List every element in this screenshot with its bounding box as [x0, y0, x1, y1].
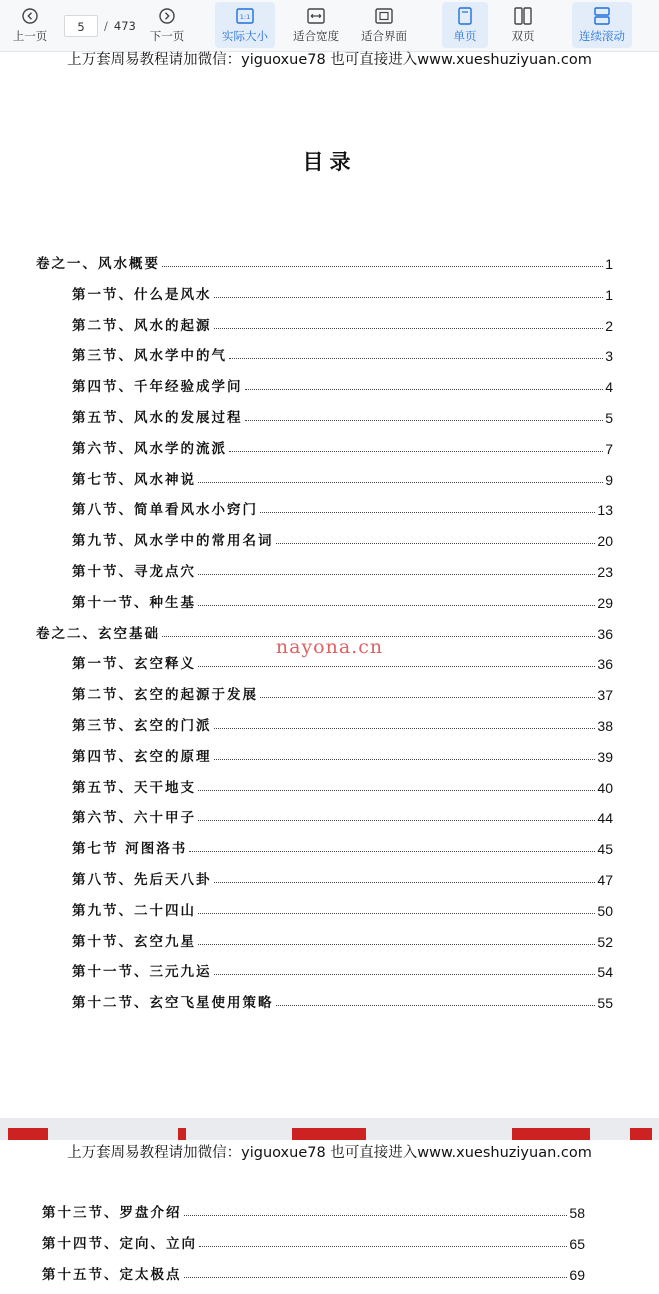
fit-width-button[interactable] — [288, 2, 344, 48]
toc-entry[interactable] — [36, 250, 613, 272]
toc-entry-page: 13 — [597, 502, 613, 519]
double-page-label: 双页 — [511, 29, 535, 43]
page-title: 目录 — [302, 149, 357, 174]
toc-entry-title: 卷之一、风水概要 — [36, 256, 160, 272]
toc-entry-page: 37 — [597, 687, 613, 704]
toc-entry-page: 2 — [605, 317, 613, 334]
single-page-icon — [454, 6, 476, 26]
toc-entry-page: 5 — [605, 410, 613, 426]
toc-entry-title: 第二节、风水的起源 — [72, 317, 212, 334]
toc-entry-title: 第十四节、定向、立向 — [42, 1236, 197, 1252]
toc-entry-title: 第一节、玄空释义 — [72, 656, 196, 673]
toc-entry-page: 1 — [605, 256, 613, 272]
toc-entry-title: 第四节、千年经验成学问 — [72, 379, 243, 396]
toc-entry-title: 第十三节、罗盘介绍 — [42, 1205, 182, 1221]
toc-dot-leader — [198, 605, 595, 606]
toc-entry-title: 第六节、风水学的流派 — [72, 440, 227, 457]
svg-text:1:1: 1:1 — [239, 13, 251, 21]
toc-entry-title: 第十五节、定太极点 — [42, 1267, 182, 1283]
toc-entry[interactable] — [72, 774, 613, 796]
fit-width-icon — [305, 6, 327, 26]
toc-entry-page: 69 — [569, 1267, 585, 1283]
chevron-right-circle-icon — [156, 6, 178, 26]
fit-width-label: 适合宽度 — [293, 29, 339, 43]
page-edge-artifact — [178, 1128, 186, 1140]
toc-dot-leader — [214, 882, 596, 883]
toc-entry-page: 54 — [597, 964, 613, 981]
page-edge-artifact — [8, 1128, 48, 1140]
fit-page-icon — [373, 6, 395, 26]
toc-dot-leader — [184, 1215, 568, 1216]
toc-dot-leader — [214, 297, 604, 298]
toc-dot-leader — [214, 328, 604, 329]
toc-entry[interactable] — [42, 1199, 585, 1221]
toc-entry-title: 第十一节、种生基 — [72, 594, 196, 611]
toc-entry[interactable] — [72, 712, 613, 734]
toc-entry-title: 第十节、玄空九星 — [72, 933, 196, 950]
page-edge-artifact — [630, 1128, 652, 1140]
prev-page-label: 上一页 — [12, 29, 48, 43]
total-pages: 473 — [113, 19, 136, 33]
toc-entry-page: 39 — [597, 748, 613, 765]
toc-entry[interactable] — [72, 835, 613, 857]
next-page-button[interactable] — [144, 2, 190, 48]
toc-entry-title: 第七节、风水神说 — [72, 471, 196, 488]
fit-page-label: 适合界面 — [361, 29, 407, 43]
toc-entry-page: 4 — [605, 379, 613, 396]
toc-entry-page: 7 — [605, 440, 613, 457]
toc-entry-page: 3 — [605, 348, 613, 365]
toc-entry-page: 36 — [597, 656, 613, 673]
single-page-button[interactable] — [442, 2, 488, 48]
toc-entry[interactable] — [72, 373, 613, 395]
toc-dot-leader — [214, 728, 596, 729]
toc-dot-leader — [198, 913, 595, 914]
prev-page-button[interactable] — [8, 2, 52, 48]
fit-page-button[interactable] — [356, 2, 412, 48]
double-page-icon — [512, 6, 534, 26]
toc-entry-page: 50 — [597, 902, 613, 919]
toc-dot-leader — [260, 697, 595, 698]
toc-entry-page: 20 — [597, 533, 613, 550]
toc-entry-title: 卷之二、玄空基础 — [36, 625, 160, 642]
toc-entry-title: 第四节、玄空的原理 — [72, 748, 212, 765]
toc-entry-title: 第三节、玄空的门派 — [72, 718, 212, 734]
toc-dot-leader — [198, 790, 595, 791]
actual-size-label: 实际大小 — [222, 29, 268, 43]
toc-entry[interactable] — [72, 342, 613, 364]
toc-entry[interactable] — [42, 1230, 585, 1252]
page-separator: / — [104, 19, 108, 33]
toc-entry[interactable] — [72, 897, 613, 919]
toc-entry-page: 44 — [597, 810, 613, 827]
toc-entry[interactable] — [72, 435, 613, 457]
toc-entry-title: 第五节、天干地支 — [72, 779, 196, 796]
toc-entry-title: 第九节、风水学中的常用名词 — [72, 533, 274, 550]
toc-entry-page: 55 — [597, 995, 613, 1012]
toc-entry-title: 第八节、简单看风水小窍门 — [72, 502, 258, 519]
toc-dot-leader — [198, 574, 595, 575]
toc-dot-leader — [198, 482, 603, 483]
toc-entry[interactable] — [72, 281, 613, 303]
page-edge-artifact — [512, 1128, 590, 1140]
actual-size-icon — [234, 6, 256, 26]
toc-entry-title: 第九节、二十四山 — [72, 902, 196, 919]
toc-dot-leader — [245, 420, 604, 421]
toc-entry[interactable] — [72, 404, 613, 426]
continuous-scroll-icon — [591, 6, 613, 26]
toc-entry[interactable] — [72, 928, 613, 950]
toc-entry-title: 第十二节、玄空飞星使用策略 — [72, 995, 274, 1012]
toc-entry-page: 47 — [597, 872, 613, 888]
toc-dot-leader — [162, 266, 603, 267]
page-header-ad: 上万套周易教程请加微信：yiguoxue78 也可直接进入www.xueshuziyuan.com — [67, 52, 592, 68]
toc-dot-leader — [229, 451, 603, 452]
toc-entry-page: 40 — [597, 779, 613, 796]
toc-dot-leader — [229, 358, 603, 359]
toc-entry-page: 1 — [605, 286, 613, 303]
toc-dot-leader — [276, 543, 596, 544]
continuous-scroll-label: 连续滚动 — [579, 29, 625, 43]
toc-entry-page: 38 — [597, 718, 613, 734]
page-edge-artifact — [292, 1128, 366, 1140]
current-page-input[interactable]: 5 — [64, 15, 98, 37]
toc-dot-leader — [276, 1005, 596, 1006]
toc-entry-title: 第三节、风水学中的气 — [72, 348, 227, 365]
toc-dot-leader — [214, 974, 596, 975]
toc-entry[interactable] — [72, 558, 613, 580]
toc-entry[interactable] — [72, 466, 613, 488]
toc-entry-page: 9 — [605, 471, 613, 488]
toc-entry-title: 第五节、风水的发展过程 — [72, 410, 243, 426]
toc-dot-leader — [198, 820, 595, 821]
toc-entry[interactable] — [72, 958, 613, 980]
page-header-ad: 上万套周易教程请加微信：yiguoxue78 也可直接进入www.xueshuziyuan.com — [0, 1141, 659, 1162]
toc-entry[interactable] — [42, 1261, 585, 1283]
toc-entry-page: 52 — [597, 933, 613, 950]
toc-entry[interactable] — [72, 496, 613, 518]
toc-entry[interactable] — [72, 989, 613, 1011]
toc-entry[interactable] — [72, 589, 613, 611]
toc-entry-title: 第八节、先后天八卦 — [72, 872, 212, 888]
toc-dot-leader — [245, 389, 604, 390]
toc-entry-page: 29 — [597, 594, 613, 611]
double-page-button[interactable] — [500, 2, 546, 48]
toc-dot-leader — [260, 512, 595, 513]
toc-entry[interactable] — [72, 804, 613, 826]
toc-entry-page: 58 — [569, 1205, 585, 1221]
actual-size-button[interactable] — [215, 2, 275, 48]
chevron-left-circle-icon — [19, 6, 41, 26]
toc-entry[interactable] — [72, 312, 613, 334]
continuous-scroll-button[interactable] — [572, 2, 632, 48]
page-indicator — [64, 14, 136, 38]
toc-entry[interactable] — [72, 743, 613, 765]
toc-entry-title: 第六节、六十甲子 — [72, 810, 196, 827]
toc-entry-title: 第一节、什么是风水 — [72, 286, 212, 303]
toc-dot-leader — [199, 1246, 567, 1247]
toc-entry-page: 23 — [597, 564, 613, 580]
toolbar — [0, 0, 659, 52]
toc-dot-leader — [189, 851, 595, 852]
toc-entry-page: 36 — [597, 625, 613, 642]
next-page-label: 下一页 — [149, 29, 185, 43]
toc-entry[interactable] — [72, 866, 613, 888]
toc-dot-leader — [184, 1277, 568, 1278]
toc-entry-title: 第十节、寻龙点穴 — [72, 564, 196, 580]
toc-entry[interactable] — [72, 681, 613, 703]
single-page-label: 单页 — [453, 29, 477, 43]
toc-entry-page: 65 — [569, 1236, 585, 1252]
toc-entry-title: 第七节 河图洛书 — [72, 841, 188, 858]
toc-dot-leader — [198, 666, 595, 667]
toc-dot-leader — [214, 759, 596, 760]
toc-entry-title: 第二节、玄空的起源于发展 — [72, 687, 258, 704]
watermark-text: nayona.cn — [275, 636, 384, 658]
toc-entry-title: 第十一节、三元九运 — [72, 964, 212, 981]
toc-dot-leader — [198, 944, 595, 945]
toc-entry-page: 45 — [597, 841, 613, 858]
toc-entry[interactable] — [72, 527, 613, 549]
